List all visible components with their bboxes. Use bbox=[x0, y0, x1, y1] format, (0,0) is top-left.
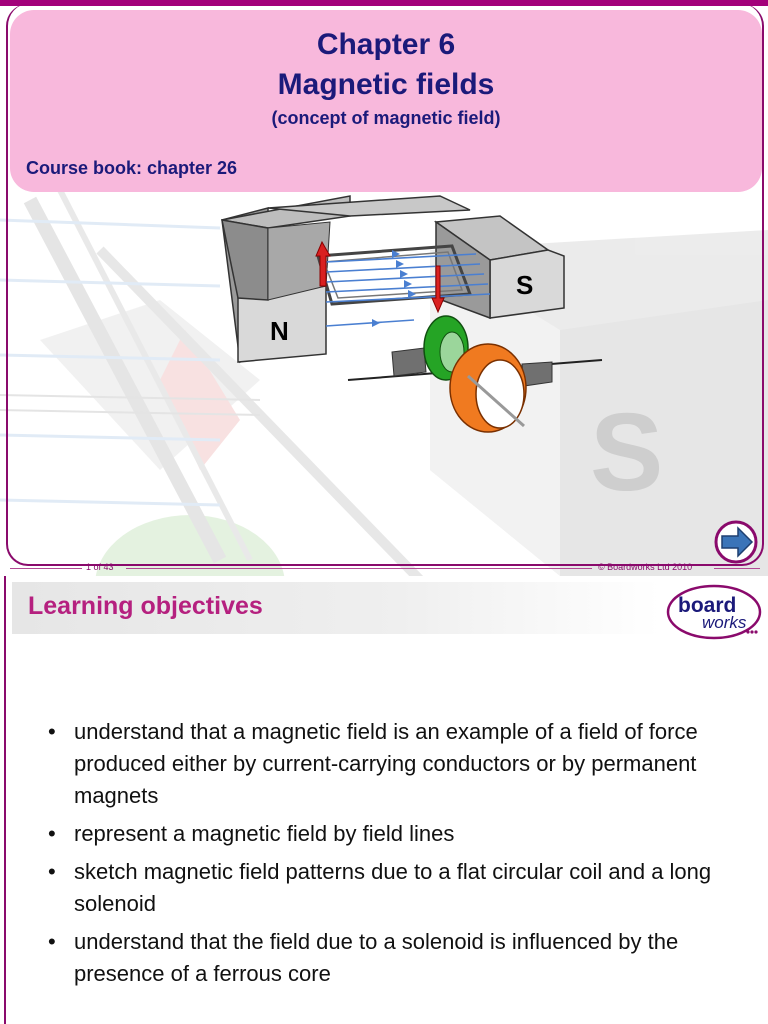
south-pole-label: S bbox=[516, 270, 534, 300]
list-item: • understand that the field due to a solenoid is influenced by the presence of a ferrous core bbox=[44, 926, 734, 990]
objectives-list bbox=[44, 716, 734, 996]
slide-footer bbox=[0, 560, 768, 576]
list-item: • represent a magnetic field by field lines bbox=[44, 818, 734, 850]
chapter-title: Chapter 6 bbox=[316, 28, 456, 61]
svg-text:board: board bbox=[678, 594, 737, 617]
boardworks-logo bbox=[664, 582, 764, 642]
slide-frame bbox=[6, 4, 764, 566]
list-item: • understand that a magnetic field is an example of a field of force produced either by current-carrying conductors or by permanent magnets bbox=[44, 716, 734, 812]
arrow-right-icon[interactable] bbox=[712, 520, 760, 564]
page-number: 1 of 43 bbox=[86, 562, 114, 572]
background-s-letter: S bbox=[590, 391, 664, 514]
north-pole-label: N bbox=[270, 316, 289, 346]
copyright: © Boardworks Ltd 2010 bbox=[598, 562, 693, 572]
list-item: • sketch magnetic field patterns due to a flat circular coil and a long solenoid bbox=[44, 856, 734, 920]
slide-left-border bbox=[4, 576, 6, 1024]
objectives-slide bbox=[0, 576, 768, 1024]
svg-text:works: works bbox=[702, 613, 747, 632]
chapter-subject: Magnetic fields bbox=[277, 68, 495, 101]
chapter-subtitle: (concept of magnetic field) bbox=[271, 108, 501, 128]
course-book-reference: Course book: chapter 26 bbox=[26, 158, 238, 178]
slide-heading: Learning objectives bbox=[28, 592, 263, 620]
